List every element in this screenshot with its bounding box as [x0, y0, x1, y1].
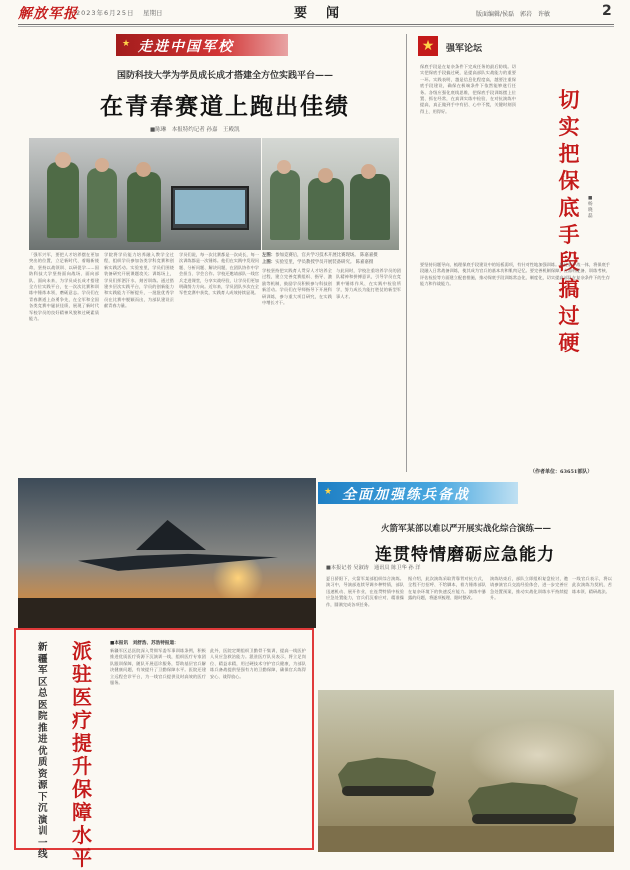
forum-headline: 切实把保底手段搞过硬 [558, 87, 580, 355]
lead-body-col-1: 「强军兴军，要把人才培养摆在更加突出的位置，立足新时代、着眼新使命，坚持以战领训、以研促学……国防科技大学坚持面向战场、面向部队、面向未来，为学员成长成才搭建全方位实践平台，在一次次比赛和训练中锤炼本领，磨砺意志。学员们在青春赛道上奋勇争先，在全军和全国各类竞赛中屡获佳绩，展现了新时代军校学员的良好精神风貌和过硬素质能力。 [29, 252, 99, 322]
lead-body-col-5: 与此同时，学校注重培养学员的团队精神和拼搏意识，引导学员在竞赛中锤炼作风、在实践中检验所学，努力成长为能打胜仗的新型军事人才。 [336, 268, 401, 299]
sidebar-frame [14, 628, 314, 870]
feature-kicker: 火箭军某部以难以严开展实战化综合演练—— [380, 524, 551, 534]
sidebar-byline: ■本报讯 刘舒浩、苏浩特报道： [110, 641, 179, 646]
aircraft-photo [18, 478, 316, 628]
dust-cloud [468, 720, 608, 790]
forum-body-col-1: 保底手段是在复杂条件下完成任务的最后防线。切实把保底手段搞过硬，是提高部队实战能力的重要一环。实践表明，越是信息化程度高，越要注重保底手段建设，确保在极端条件下依然能够遂行任务。各级应强化底线思维，把保底手段训练摆上位置、抓在经常，在真训实练中检验、在对抗演练中提高，真正做到手中有招、心中不慌，关键时刻顶得上、用得好。 [420, 64, 516, 114]
feature-body-col-2: 据介绍，此次演练采取背靠背对抗方式，全程不打招呼、不给脚本，着力锤炼部队在复杂环境下的快速反应能力。演练中暴露的问题，将逐项梳理、限时整改。 [408, 576, 486, 601]
caption-left-tag: 左图： [262, 253, 276, 258]
sidebar-title: 新疆军区总医院推进优质资源下沉演训一线 [38, 642, 48, 860]
lead-banner-text: 走进中国军校 [138, 39, 234, 55]
section-title: 要 闻 [294, 6, 343, 21]
lead-byline: ■陈琳 本报特约记者 孙嘉 王殿凯 [150, 127, 240, 133]
caption-right-credit: 陈嘉嘉摄 [355, 260, 374, 265]
flag-icon: ★ [324, 487, 333, 497]
issue-weekday: 星期日 [143, 9, 163, 17]
feature-byline: ■本报记者 吴淑涛 通讯员 陈卫华 孙 洋 [326, 565, 421, 571]
lead-photo-right [262, 138, 399, 250]
caption-right-tag: 上图： [262, 260, 276, 265]
feature-banner-text: 全面加强练兵备战 [342, 487, 470, 503]
lead-kicker: 国防科技大学为学员成长成才搭建全方位实践平台—— [116, 71, 333, 81]
sidebar-body-col-2: 此外，医院定期组织卫勤骨干集训，提高一线医护人员应急救治能力。派驻医疗队员表示，将立足岗位、精益求精，用过硬技术守护官兵健康，为部队练兵备战提供坚强有力的卫勤保障，确保官兵练得安心、战得放心。 [210, 648, 306, 679]
newspaper-logo: 解放军报 [18, 6, 78, 22]
forum-credit: （作者单位：63651部队） [530, 469, 593, 475]
lead-photo-caption [262, 252, 412, 266]
lead-body-col-2: 学院将学员能力培养融入教学全过程，组织学员参加各类学科竞赛和创新实践活动。实验室里，学员们围绕装备研究开展课题攻关；训练场上，学员们挥洒汗水、刻苦训练。通过搭建多层次实践平台，学员的创新能力和实践能力不断提升，一批批优秀学员在比赛中脱颖而出，为部队建设贡献青春力量。 [104, 252, 174, 309]
feature-banner [318, 482, 518, 504]
lead-headline: 在青春赛道上跑出佳绩 [100, 93, 350, 120]
forum-label: 强军论坛 [446, 44, 483, 54]
sidebar-body-col-1: 新疆军区总医院深入贯彻军委军事训练条例，积极推进优质医疗资源下沉演训一线，组织医疗专家团队跟训保障，随队开展巡诊服务，帮助基层官兵解决健康问题，有效提升了卫勤保障水平。医院还建立远程会诊平台，为一线官兵提供及时高效的医疗服务。 [110, 648, 206, 686]
lead-banner [116, 34, 288, 56]
star-emblem-icon: ★ [418, 36, 438, 56]
masthead-rule-thin [18, 26, 614, 27]
lead-photo-left [29, 138, 261, 250]
flag-icon: ★ [122, 39, 131, 49]
feature-body-col-3: 演练结束后，部队立即组织复盘检讨，邀请参演官兵交流经验体会，进一步完善应急处置预案，推动实战化训练水平持续提升。 [490, 576, 568, 601]
issue-date: 2023年6月25日 [76, 9, 135, 17]
sidebar-headline: 派驻医疗提升保障水平 [72, 639, 92, 870]
feature-body-col-4: 一线官兵表示，将以此次演练为契机，苦练本领、精研战法。 [572, 576, 612, 594]
sun-glow [208, 558, 268, 598]
masthead [18, 2, 614, 24]
lead-body-col-3: 学员们说，每一次比赛都是一次成长，每一次训练都是一次锤炼。他们在实践中发现问题、分析问题、解决问题，在团队协作中学会担当、学会合作。学校还邀请部队一线官兵走进课堂，分享实战经验，让学员们更加明确努力方向。近年来，学员团队多次在全军性竞赛中获奖，实践育人成效持续显现。 [179, 252, 259, 296]
page-number: 2 [602, 3, 612, 19]
caption-left-credit: 陈嘉嘉摄 [360, 253, 378, 258]
forum-header [412, 36, 612, 58]
masthead-rule [18, 24, 614, 25]
armored-vehicle-photo [318, 690, 614, 852]
page-editors: 版面编辑/侯磊 郭岩 许敏 [476, 11, 551, 18]
feature-headline: 连贯特情磨砺应急能力 [375, 545, 555, 565]
forum-author: ■杨晓磊 [588, 196, 593, 219]
forum-body-col-2: 要坚持问题导向，梳理保底手段建设中的短板弱项，有针对性地加强训练。要注重平战一体，将保底手段融入日常战备训练，使其成为官兵的基本功和肌肉记忆。要完善机制保障，在器材配备、训练考核、评估检验等方面建立配套措施，推动保底手段训练常态化、制度化，切实提高部队在复杂条件下的生存能力和作战能力。 [420, 262, 610, 287]
caption-left-text: 参加竞赛后，官兵学习技术开展比赛现场。 [275, 253, 359, 258]
caption-right-text: 实验室里，学员教授学员开展装备研究。 [275, 260, 355, 265]
feature-body-col-1: 夏日骄阳下，火箭军某部组织综合演练。演习中，导演部连续导调多种特情，部队迅速机动、展开作业，在连贯特情中检验应急处置能力，官兵们沉着应对、精准操作，圆满完成各项任务。 [326, 576, 404, 607]
lead-body-col-4: 学校坚持把实践育人贯穿人才培养全过程，建立完善竞赛组织、指导、激励等机制，鼓励学员积极参与科技创新活动。学员们在导师指导下开展科研训练，参与重大项目研究，在实践中增长才干。 [262, 268, 332, 306]
